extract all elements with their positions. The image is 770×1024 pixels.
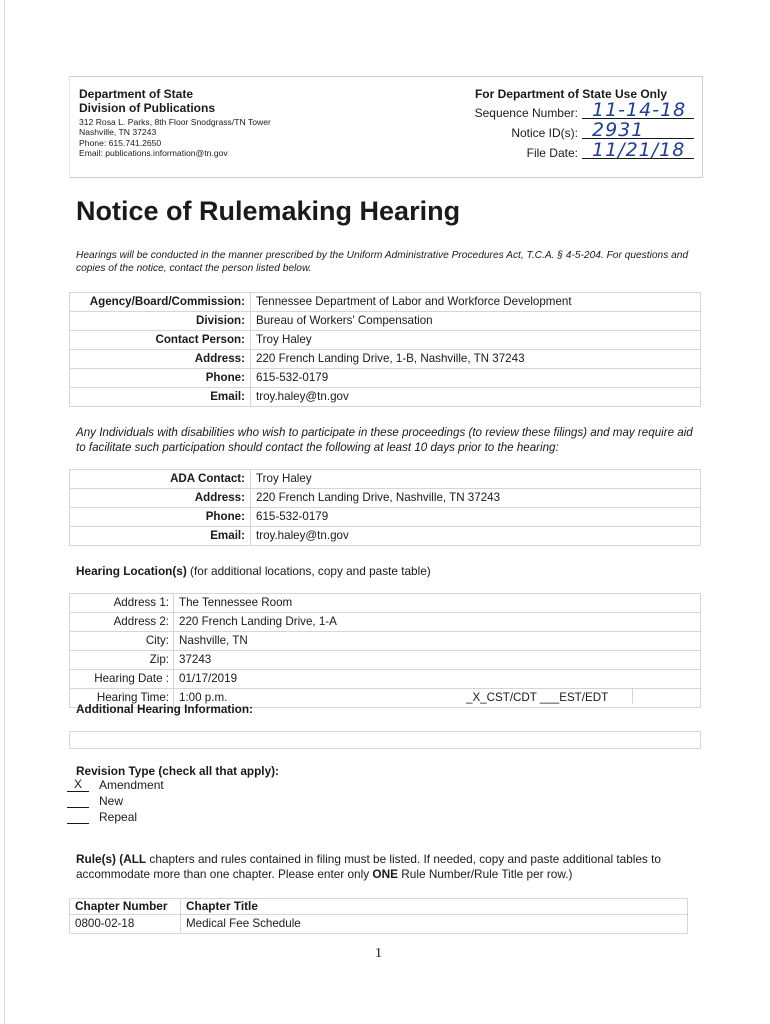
city-value: Nashville, TN (174, 632, 701, 651)
additional-info-heading: Additional Hearing Information: (76, 702, 253, 716)
table-row (70, 915, 688, 934)
ada-email-value: troy.haley@tn.gov (251, 527, 701, 546)
department-address-line: 312 Rosa L. Parks, 8th Floor Snodgrass/TN Tower (79, 117, 271, 127)
notice-id-row (446, 121, 696, 141)
rules-note-all: ALL (123, 852, 147, 866)
revision-type-heading: Revision Type (check all that apply): (76, 764, 280, 778)
ada-email-label: Email: (70, 527, 251, 546)
division-label: Division: (70, 312, 251, 331)
table-row (70, 527, 701, 546)
hearing-location-heading (76, 564, 431, 578)
department-city-line: Nashville, TN 37243 (79, 127, 157, 138)
table-row (70, 369, 701, 388)
agency-label: Agency/Board/Commission: (70, 293, 251, 312)
ada-address-label: Address: (70, 489, 251, 508)
department-phone: Phone: 615.741.2650 (79, 137, 162, 148)
revision-amendment-label: Amendment (99, 778, 164, 792)
address2-label: Address 2: (70, 613, 174, 632)
agency-table (69, 292, 701, 407)
hearing-location-table (69, 593, 701, 708)
phone-value: 615-532-0179 (251, 369, 701, 388)
city-label: City: (70, 632, 174, 651)
ada-address-value: 220 French Landing Drive, Nashville, TN 37243 (251, 489, 701, 508)
additional-info-box (69, 731, 701, 749)
notice-id-value: 2931 (592, 119, 645, 141)
hearing-time-value: 1:00 p.m. (179, 691, 228, 704)
division-name: Division of Publications (79, 101, 216, 115)
sequence-number-row (446, 101, 696, 121)
phone-label: Phone: (70, 369, 251, 388)
revision-new-mark (67, 793, 89, 808)
address-value: 220 French Landing Drive, 1-B, Nashville, TN 37243 (251, 350, 701, 369)
table-row (70, 312, 701, 331)
zip-value: 37243 (174, 651, 701, 670)
table-row (70, 489, 701, 508)
address2-value: 220 French Landing Drive, 1-A (174, 613, 701, 632)
ada-phone-value: 615-532-0179 (251, 508, 701, 527)
email-label: Email: (70, 388, 251, 407)
ada-contact-label: ADA Contact: (70, 470, 251, 489)
address1-label: Address 1: (70, 594, 174, 613)
hearing-location-heading-bold: Hearing Location(s) (76, 564, 187, 578)
hearing-time-label: Hearing Time: (70, 689, 174, 708)
timezone-divider (632, 689, 633, 704)
file-date-label: File Date: (526, 146, 578, 160)
state-use-block (446, 87, 696, 161)
contact-person-value: Troy Haley (251, 331, 701, 350)
agency-value: Tennessee Department of Labor and Workforce Development (251, 293, 701, 312)
table-header-row (70, 899, 688, 915)
division-value: Bureau of Workers' Compensation (251, 312, 701, 331)
table-row (70, 350, 701, 369)
ada-note: Any Individuals with disabilities who wish to participate in these proceedings (to review these filings) and may require aid to facilitate such participation should contact the following at least 10 days prior to the hearing: (76, 426, 693, 454)
table-row (70, 331, 701, 350)
address-label: Address: (70, 350, 251, 369)
revision-repeal-label: Repeal (99, 810, 138, 824)
page-title: Notice of Rulemaking Hearing (76, 196, 461, 226)
file-date-value: 11/21/18 (592, 139, 686, 161)
hearing-date-label: Hearing Date : (70, 670, 174, 689)
chapter-title-cell: Medical Fee Schedule (181, 915, 688, 934)
rules-note-lead: Rule(s) ( (76, 852, 124, 866)
table-row (70, 293, 701, 312)
notice-id-label: Notice ID(s): (511, 126, 578, 140)
table-row (70, 508, 701, 527)
rules-note (76, 852, 706, 882)
page-edge (4, 0, 5, 1024)
file-date-row (446, 141, 696, 161)
page-number: 1 (375, 946, 382, 961)
email-value: troy.haley@tn.gov (251, 388, 701, 407)
ada-contact-value: Troy Haley (251, 470, 701, 489)
sequence-number-value: 11-14-18 (592, 99, 687, 121)
revision-repeal-mark (67, 809, 89, 824)
contact-person-label: Contact Person: (70, 331, 251, 350)
table-row (70, 594, 701, 613)
table-row (70, 651, 701, 670)
state-use-title: For Department of State Use Only (474, 87, 668, 101)
table-row (70, 613, 701, 632)
file-date-line (582, 158, 694, 159)
table-row (70, 670, 701, 689)
rules-note-body: chapters and rules contained in filing must be listed. If needed, copy and paste additional tables to accommodate more than one chapter. Please enter only (76, 852, 661, 881)
revision-amendment-mark: X (67, 777, 89, 792)
chapter-number-header: Chapter Number (70, 899, 181, 915)
header-box (69, 76, 703, 178)
rules-table (69, 898, 688, 934)
chapter-title-header: Chapter Title (181, 899, 688, 915)
department-block (79, 87, 379, 159)
intro-text: Hearings will be conducted in the manner prescribed by the Uniform Administrative Procedures Act, T.C.A. § 4-5-204. For questions and copies of the notice, contact the person listed below. (76, 250, 689, 274)
ada-phone-label: Phone: (70, 508, 251, 527)
address1-value: The Tennessee Room (174, 594, 701, 613)
sequence-number-label: Sequence Number: (474, 106, 578, 120)
hearing-location-heading-note: (for additional locations, copy and paste table) (186, 564, 431, 578)
department-email: Email: publications.information@tn.gov (79, 148, 228, 159)
hearing-date-value: 01/17/2019 (174, 670, 701, 689)
ada-table (69, 469, 701, 546)
table-row (70, 388, 701, 407)
table-row (70, 470, 701, 489)
revision-new-label: New (99, 794, 124, 808)
rules-note-tail: Rule Number/Rule Title per row.) (398, 867, 573, 881)
table-row (70, 632, 701, 651)
rules-note-one: ONE (372, 867, 398, 881)
timezone-selection: _X_CST/CDT ___EST/EDT (466, 691, 609, 704)
department-name: Department of State (79, 87, 194, 101)
chapter-number-cell: 0800-02-18 (70, 915, 181, 934)
zip-label: Zip: (70, 651, 174, 670)
